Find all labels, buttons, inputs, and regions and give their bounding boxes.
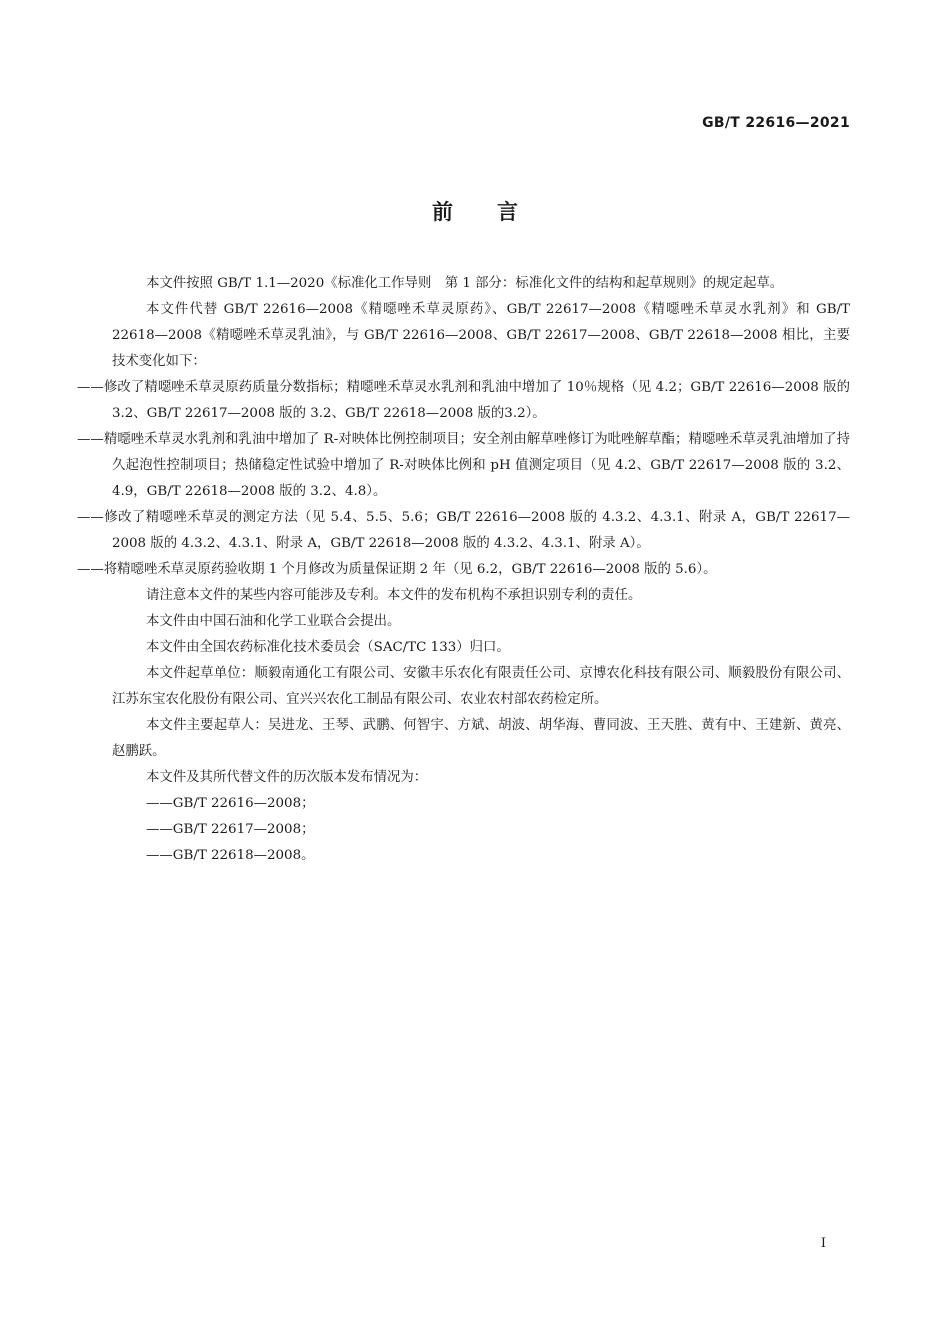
paragraph-centralized: 本文件由全国农药标准化技术委员会（SAC/TC 133）归口。 — [146, 640, 510, 655]
paragraph-drafting-units: 本文件起草单位：顺毅南通化工有限公司、安徽丰乐农化有限责任公司、京博农化科技有限公司、顺毅股份有限公司、江苏东宝农化股份有限公司、宜兴兴农化工制品有限公司、农业农村部农药检定所。 — [112, 666, 850, 707]
change-item-4: ——将精噁唑禾草灵原药验收期 1 个月修改为质量保证期 2 年（见 6.2，GB/T 22616—2008 版的 5.6）。 — [77, 562, 717, 577]
paragraph-replacement: 本文件代替 GB/T 22616—2008《精噁唑禾草灵原药》、GB/T 22617—2008《精噁唑禾草灵水乳剂》和 GB/T 22618—2008《精噁唑禾草灵乳油》，与 GB/T 22616—2008、GB/T 22617—2008、GB/T 22618—2008 相比，主要技术变化如下： — [112, 302, 850, 369]
change-item-3: ——修改了精噁唑禾草灵的测定方法（见 5.4、5.5、5.6；GB/T 22616—2008 版的 4.3.2、4.3.1、附录 A，GB/T 22617—2008 版的 4.3.2、4.3.1、附录 A，GB/T 22618—2008 版的 4.3.2、4.3.1、附录 A）。 — [77, 510, 850, 551]
document-body — [77, 271, 850, 869]
change-item-2: ——精噁唑禾草灵水乳剂和乳油中增加了 R-对映体比例控制项目；安全剂由解草唑修订为吡唑解草酯；精噁唑禾草灵乳油增加了持久起泡性控制项目；热储稳定性试验中增加了 R-对映体比例和 pH 值测定项目（见 4.2、GB/T 22617—2008 版的 3.2、4.9，GB/T 22618—2008 版的 3.2、4.8）。 — [77, 432, 850, 499]
page-number: I — [820, 1236, 826, 1251]
paragraph-patent-notice: 请注意本文件的某些内容可能涉及专利。本文件的发布机构不承担识别专利的责任。 — [146, 588, 642, 603]
change-item-1: ——修改了精噁唑禾草灵原药质量分数指标；精噁唑禾草灵水乳剂和乳油中增加了 10％规格（见 4.2；GB/T 22616—2008 版的 3.2、GB/T 22617—2008 版的 3.2、GB/T 22618—2008 版的3.2）。 — [77, 380, 850, 421]
paragraph-history-intro: 本文件及其所代替文件的历次版本发布情况为： — [146, 770, 428, 785]
paragraph-drafting-rules: 本文件按照 GB/T 1.1—2020《标准化工作导则 第 1 部分：标准化文件的结构和起草规则》的规定起草。 — [146, 276, 784, 291]
page-title: 前言 — [432, 200, 562, 224]
paragraph-drafters: 本文件主要起草人：吴进龙、王琴、武鹏、何智宇、方斌、胡波、胡华海、曹同波、王天胜、黄有中、王建新、黄亮、赵鹏跃。 — [112, 718, 850, 759]
paragraph-proposer: 本文件由中国石油和化学工业联合会提出。 — [146, 614, 401, 629]
history-item-3: ——GB/T 22618—2008。 — [146, 848, 315, 863]
history-item-1: ——GB/T 22616—2008； — [146, 796, 315, 811]
history-item-2: ——GB/T 22617—2008； — [146, 822, 315, 837]
document-number: GB/T 22616—2021 — [702, 115, 850, 131]
